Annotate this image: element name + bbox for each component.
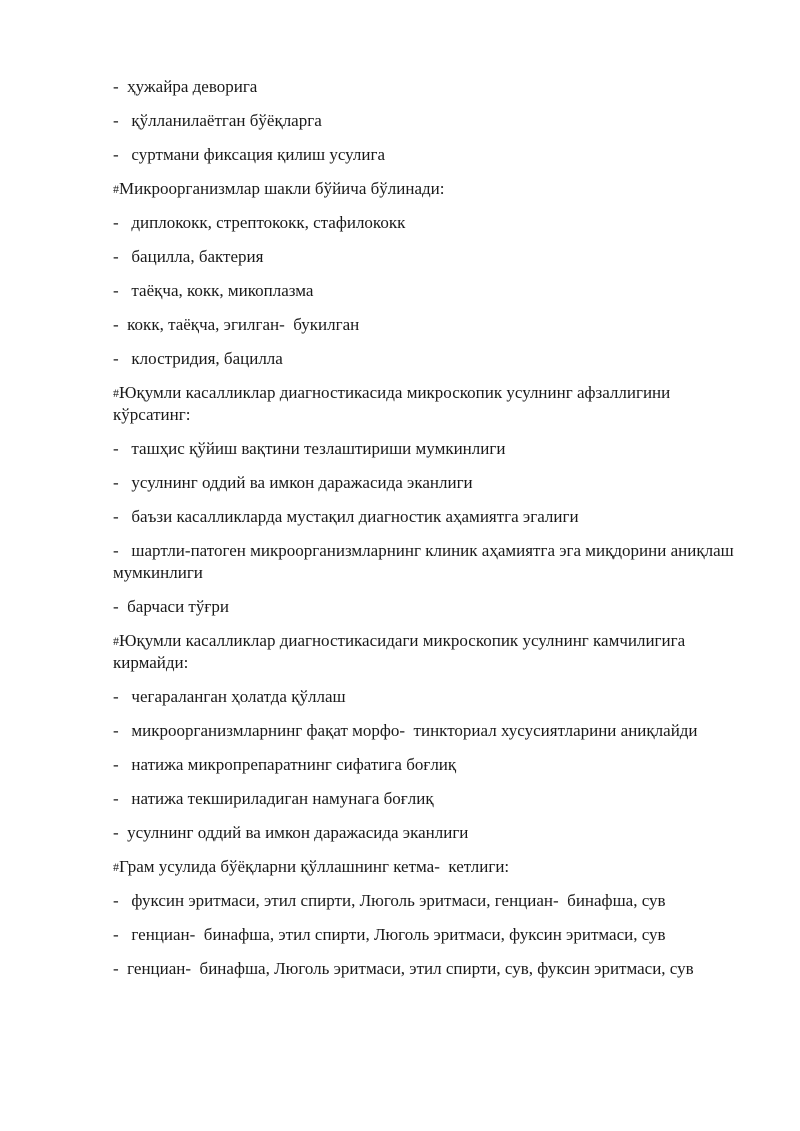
question-label: Юқумли касалликлар диагностикасидаги микроскопик усулнинг камчилигига кирмайди: — [113, 631, 690, 672]
answer-option: - ташҳис қўйиш вақтини тезлаштириши мумкинлиги — [113, 439, 506, 458]
answer-option: - барчаси тўғри — [113, 597, 229, 616]
answer-option: - натижа микропрепаратнинг сифатига боғлиқ — [113, 755, 457, 774]
answer-option: - генциан- бинафша, этил спирти, Люголь эритмаси, фуксин эритмаси, сув — [113, 925, 666, 944]
answer-option: - чегараланган ҳолатда қўллаш — [113, 687, 346, 706]
answer-option: - усулнинг оддий ва имкон даражасида эканлиги — [113, 473, 473, 492]
document-body — [113, 76, 743, 992]
question-marker: # — [113, 634, 119, 648]
answer-option: - суртмани фиксация қилиш усулига — [113, 145, 386, 164]
question-label: Микроорганизмлар шакли бўйича бўлинади: — [119, 179, 445, 198]
answer-option: - микроорганизмларнинг фақат морфо- тинкториал хусусиятларини аниқлайди — [113, 721, 698, 740]
question-text — [113, 178, 743, 200]
question-label: Юқумли касалликлар диагностикасида микроскопик усулнинг афзаллигини кўрсатинг: — [113, 383, 675, 424]
answer-option: - клостридия, бацилла — [113, 349, 283, 368]
answer-option: - ҳужайра деворига — [113, 77, 258, 96]
question-marker: # — [113, 182, 119, 196]
question-text — [113, 630, 743, 674]
answer-option: - бацилла, бактерия — [113, 247, 264, 266]
answer-option: - кокк, таёқча, эгилган- букилган — [113, 315, 360, 334]
answer-option: - натижа текшириладиган намунага боғлиқ — [113, 789, 434, 808]
question-label: Грам усулида бўёқларни қўллашнинг кетма- кетлиги: — [119, 857, 510, 876]
question-marker: # — [113, 386, 119, 400]
answer-option: - қўлланилаётган бўёқларга — [113, 111, 322, 130]
answer-option: - генциан- бинафша, Люголь эритмаси, этил спирти, сув, фуксин эритмаси, сув — [113, 959, 694, 978]
answer-option: - таёқча, кокк, микоплазма — [113, 281, 314, 300]
answer-option: - фуксин эритмаси, этил спирти, Люголь эритмаси, генциан- бинафша, сув — [113, 891, 666, 910]
answer-option: - шартли-патоген микроорганизмларнинг клиник аҳамиятга эга миқдорини аниқлаш мумкинлиги — [113, 541, 738, 582]
answer-option: - усулнинг оддий ва имкон даражасида эканлиги — [113, 823, 469, 842]
question-text — [113, 856, 743, 878]
answer-option: - диплококк, стрептококк, стафилококк — [113, 213, 406, 232]
question-marker: # — [113, 860, 119, 874]
question-text — [113, 382, 743, 426]
answer-option: - баъзи касалликларда мустақил диагностик аҳамиятга эгалиги — [113, 507, 579, 526]
